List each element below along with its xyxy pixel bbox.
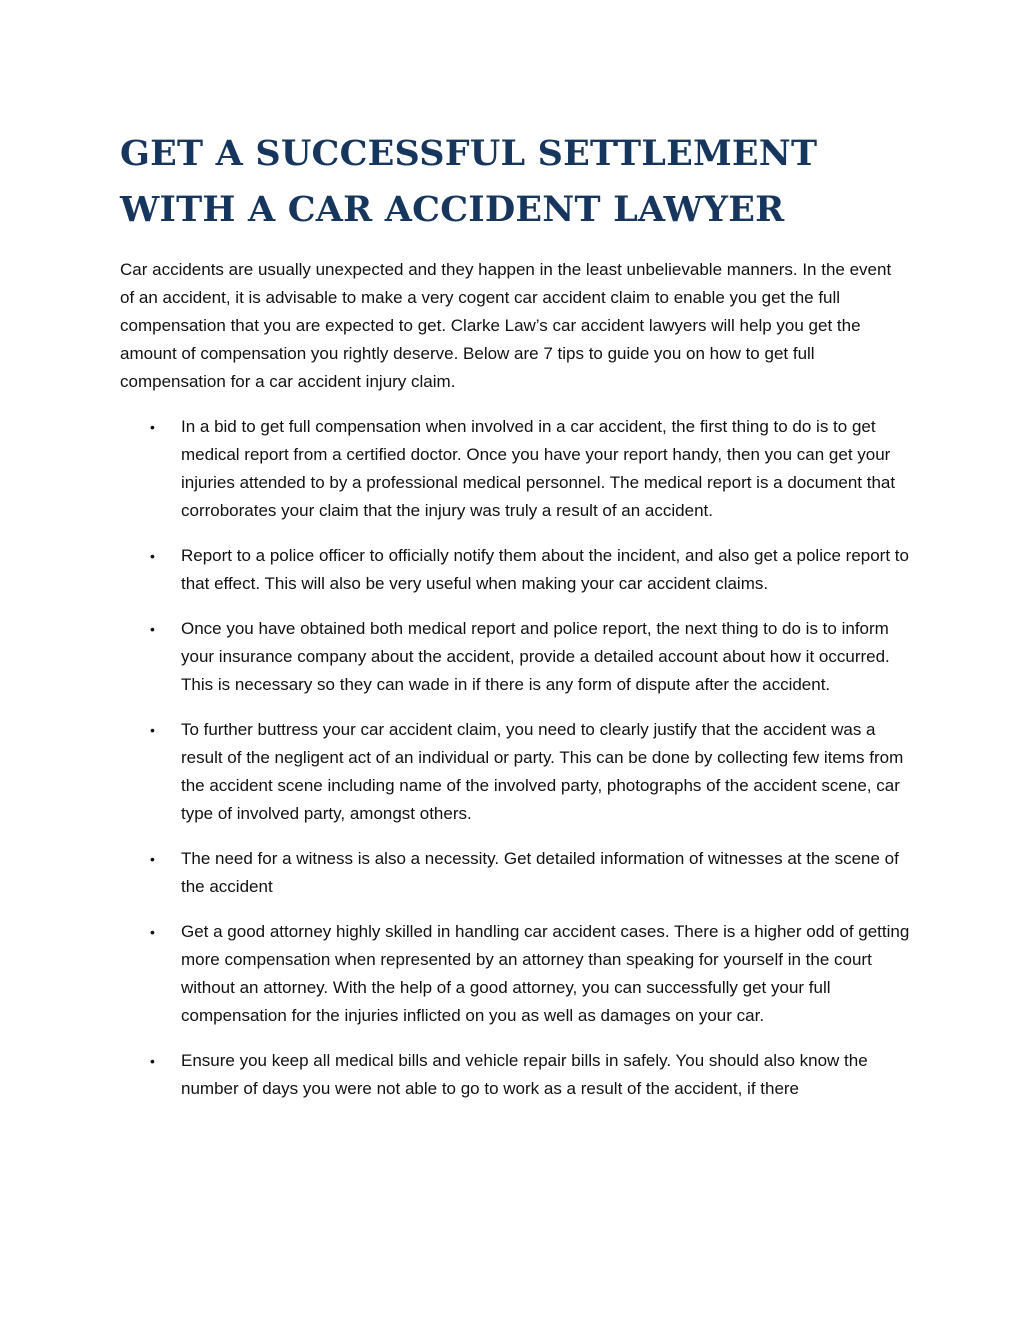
bullet-icon: • — [150, 924, 155, 940]
tip-text: Once you have obtained both medical report and police report, the next thing to do is to inform your insurance company about the accident, provide a detailed account about how it occurred. This is necessary so they can wade in if there is any form of dispute after the accident. — [181, 619, 890, 694]
bullet-icon: • — [150, 722, 155, 738]
bullet-icon: • — [150, 1053, 155, 1069]
document-title: GET A SUCCESSFUL SETTLEMENT WITH A CAR ACCIDENT LAWYER — [120, 133, 818, 230]
tip-text: Get a good attorney highly skilled in handling car accident cases. There is a higher odd of getting more compensation when represented by an attorney than speaking for yourself in the court without an attorney. With the help of a good attorney, you can successfully get your full compensation for the injuries inflicted on you as well as damages on your car. — [181, 922, 910, 1025]
tip-text: In a bid to get full compensation when involved in a car accident, the first thing to do is to get medical report from a certified doctor. Once you have your report handy, then you can get your injuries attended to by a professional medical personnel. The medical report is a document that corroborates your claim that the injury was truly a result of an accident. — [181, 417, 896, 520]
tips-list — [120, 413, 920, 1120]
tip-text: The need for a witness is also a necessity. Get detailed information of witnesses at the scene of the accident — [181, 849, 899, 896]
bullet-icon: • — [150, 548, 155, 564]
list-item — [120, 918, 920, 1030]
bullet-icon: • — [150, 419, 155, 435]
intro-paragraph: Car accidents are usually unexpected and they happen in the least unbelievable manners. In the event of an accident, it is advisable to make a very cogent car accident claim to enable you get the full compensation that you are expected to get. Clarke Law’s car accident lawyers will help you get the amount of compensation you rightly deserve. Below are 7 tips to guide you on how to get full compensation for a car accident injury claim. — [120, 260, 892, 391]
list-item — [120, 1047, 920, 1103]
bullet-icon: • — [150, 851, 155, 867]
list-item — [120, 845, 920, 901]
list-item — [120, 542, 920, 598]
tip-text: Report to a police officer to officially notify them about the incident, and also get a police report to that effect. This will also be very useful when making your car accident claims. — [181, 546, 909, 593]
list-item — [120, 716, 920, 828]
tip-text: To further buttress your car accident claim, you need to clearly justify that the accident was a result of the negligent act of an individual or party. This can be done by collecting few items from the accident scene including name of the involved party, photographs of the accident scene, car type of involved party, amongst others. — [181, 720, 904, 823]
tip-text: Ensure you keep all medical bills and vehicle repair bills in safely. You should also know the number of days you were not able to go to work as a result of the accident, if there — [181, 1051, 868, 1098]
list-item — [120, 615, 920, 699]
list-item — [120, 413, 920, 525]
bullet-icon: • — [150, 621, 155, 637]
